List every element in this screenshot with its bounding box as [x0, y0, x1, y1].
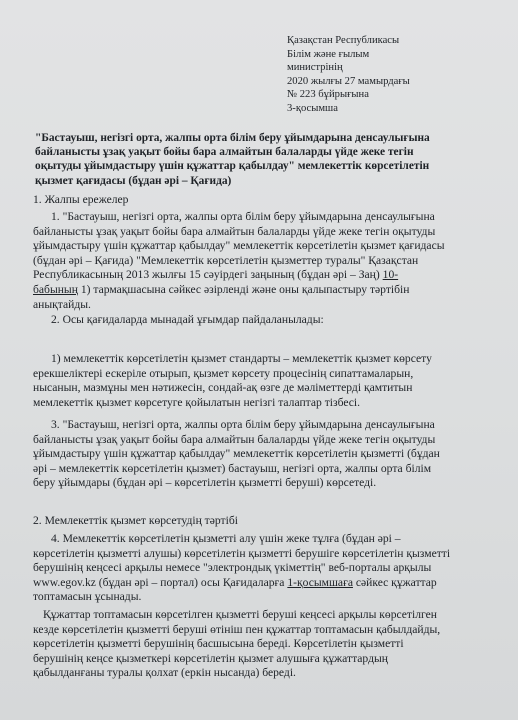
- paragraph-line: кезде көрсетілетін қызметті беруші өтініш пен құжаттар топтамасын қабылдайды,: [33, 622, 441, 636]
- paragraph-line: қабылданғаны туралы қолхат (еркін нысанда) береді.: [33, 666, 296, 680]
- paragraph-line: ұйымдастыру үшін құжаттар қабылдау" мемлекеттік көрсетілетін қызметті (бұдан: [33, 447, 440, 461]
- paragraph-4: [33, 532, 450, 605]
- paragraph-3: [33, 418, 440, 491]
- header-line: 2020 жылғы 27 мамырдағы: [287, 75, 410, 87]
- paragraph-line: берушінің кеңсе қызметкері көрсетілетін қызмет алушыға құжаттардың: [33, 651, 388, 665]
- header-line: № 223 бұйрығына: [287, 89, 369, 101]
- paragraph-1: [33, 210, 445, 312]
- paragraph-line: [33, 268, 445, 283]
- title-line: "Бастауыш, негізгі орта, жалпы орта білім беру ұйымдарына денсаулығына: [35, 132, 430, 144]
- title-line: оқытуды ұйымдастыру үшін құжаттар қабылдау" мемлекеттік көрсетілетін: [35, 160, 430, 173]
- paragraph-5: [33, 608, 440, 681]
- header-line: 3-қосымша: [287, 102, 338, 114]
- law-article-link[interactable]: 10-: [382, 268, 399, 282]
- paragraph-line: әрі – мемлекеттік көрсетілетін қызмет) бастауыш, негізгі орта, жалпы орта білім: [33, 461, 432, 475]
- section-heading: 2. Мемлекеттік қызмет көрсетудің тәртібі: [33, 514, 238, 527]
- header-line: Білім және ғылым: [287, 48, 370, 60]
- paragraph-line: мемлекеттік қызмет көрсетуге қойылатын негізгі талаптар тізбесі.: [33, 395, 361, 409]
- paragraph-definition: [33, 352, 432, 410]
- paragraph-line-text: 1) тармақшасына сәйкес әзірленді және оны қалыпастыру тәртібін: [77, 282, 410, 296]
- paragraph-line: 1. "Бастауыш, негізгі орта, жалпы орта білім беру ұйымдарына денсаулығына: [51, 210, 435, 223]
- paragraph-line-text: сәйкес құжаттар: [352, 575, 437, 589]
- appendix-1-link[interactable]: 1-қосымшаға: [287, 575, 353, 589]
- appendix-header: [287, 34, 410, 116]
- paragraph-line: көрсетілетін қызметті алушы) көрсетілетін қызметті берушіге көрсетілетін қызметті: [33, 546, 451, 560]
- paragraph-line: 1) мемлекеттік көрсетілетін қызмет стандарты – мемлекеттік қызмет көрсету: [51, 352, 432, 365]
- paragraph-line: [33, 283, 445, 298]
- title-line: байланысты ұзақ уақыт бойы бара алмайтын балаларды үйде жеке тегін: [35, 146, 414, 159]
- paragraph-line: беру ұйымдары (бұдан әрі – көрсетілетін қызметті беруші) көрсетеді.: [33, 476, 377, 490]
- paragraph-line: топтамасын ұсынады.: [33, 590, 142, 604]
- paragraph-line: Құжаттар топтамасын көрсетілген қызметті беруші кеңсесі арқылы көрсетілген: [43, 608, 437, 621]
- paragraph-line: 3. "Бастауыш, негізгі орта, жалпы орта білім беру ұйымдарына денсаулығына: [51, 418, 435, 431]
- paragraph-line-text: Республикасының 2013 жылғы 15 сәуірдегі заңының (бұдан әрі – Заң): [33, 268, 380, 282]
- document-title: [35, 131, 430, 188]
- header-line: Қазақстан Республикасы: [287, 35, 400, 46]
- paragraph-line: нысанын, мазмұны мен нәтижесін, сондай-ақ өзге де мәліметтерді қамтитын: [33, 381, 413, 395]
- title-line: қызмет қағидасы (бұдан әрі – Қағида): [35, 174, 232, 187]
- section-heading: 1. Жалпы ережелер: [33, 193, 129, 206]
- header-line: министрінің: [287, 62, 343, 74]
- paragraph-line: ұйымдастыру үшін құжаттар қабылдау" мемлекеттік көрсетілетін қызмет қағидасы: [33, 239, 445, 253]
- paragraph-line: ерекшеліктері ескеріле отырып, қызмет көрсету процесінің сипаттамаларын,: [33, 366, 414, 380]
- paragraph-line: байланысты ұзақ уақыт бойы бара алмайтын балаларды үйде жеке тегін оқытуды: [33, 224, 436, 238]
- paragraph-line: (бұдан әрі – Қағида) "Мемлекеттік көрсетілетін қызметтер туралы" Қазақстан: [33, 253, 419, 267]
- paragraph-line: байланысты ұзақ уақыт бойы бара алмайтын балаларды үйде жеке тегін оқытуды: [33, 432, 436, 446]
- paragraph-2: 2. Осы қағидаларда мынадай ұғымдар пайдаланылады:: [51, 313, 324, 326]
- paragraph-line: берушінің кеңсесі арқылы немесе "электрондық үкіметтің" веб-порталы арқылы: [33, 561, 432, 575]
- paragraph-line: көрсетілетін қызметті берушінің басшысына береді. Көрсетілетін қызметті: [33, 637, 404, 651]
- paragraph-line: анықтайды.: [33, 297, 91, 311]
- paragraph-line: [33, 576, 450, 591]
- paragraph-line: 4. Мемлекеттік көрсетілетін қызметті алу үшін жеке тұлға (бұдан әрі –: [51, 532, 401, 545]
- law-article-link-continued[interactable]: бабының: [33, 282, 78, 296]
- paragraph-line-text: www.egov.kz (бұдан әрі – портал) осы Қағидаларға: [33, 575, 285, 589]
